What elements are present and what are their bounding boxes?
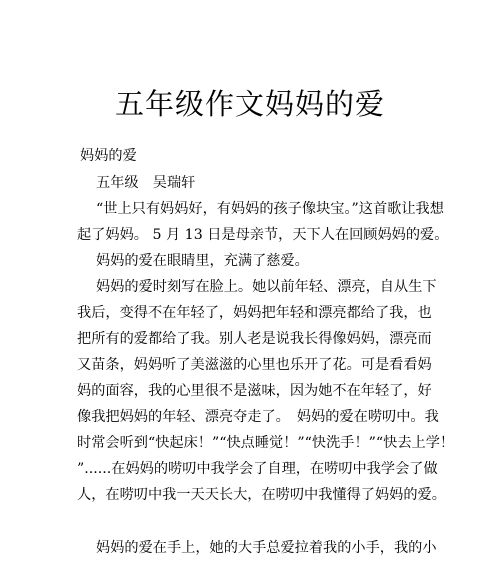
paragraph-line: 又苗条，妈妈听了美滋滋的心里也乐开了花。可是看看妈 xyxy=(77,357,432,373)
paragraph-line: 妈妈的爱在手上，她的大手总爱拉着我的小手，我的小 xyxy=(96,540,437,556)
paragraph-line: 像我把妈妈的年轻、漂亮夺走了。 妈妈的爱在唠叨中。我 xyxy=(77,409,439,425)
paragraph-line: 我后，变得不在年轻了，妈妈把年轻和漂亮都给了我，也 xyxy=(77,305,432,321)
author-line: 五年级 吴瑞轩 xyxy=(96,175,196,191)
paragraph-line: ”......在妈妈的唠叨中我学会了自理，在唠叨中我学会了做 xyxy=(77,461,438,477)
section-heading: 妈妈的爱 xyxy=(80,148,137,164)
paragraph-line: 时常会听到“快起床！”“快点睡觉！”“快洗手！”“快去上学！ xyxy=(77,435,455,451)
document-title: 五年级作文妈妈的爱 xyxy=(114,87,385,121)
paragraph-line: 人，在唠叨中我一天天长大，在唠叨中我懂得了妈妈的爱。 xyxy=(77,487,446,503)
paragraph-line: 妈的面容，我的心里很不是滋味，因为她不在年轻了，好 xyxy=(77,383,432,399)
paragraph-line: “世上只有妈妈好，有妈妈的孩子像块宝。”这首歌让我想 xyxy=(96,201,444,217)
paragraph-line: 把所有的爱都给了我。别人老是说我长得像妈妈，漂亮而 xyxy=(77,331,432,347)
paragraph-line: 妈妈的爱时刻写在脸上。她以前年轻、漂亮，自从生下 xyxy=(96,279,437,295)
paragraph-line: 妈妈的爱在眼睛里，充满了慈爱。 xyxy=(96,253,309,269)
paragraph-line: 起了妈妈。 5 月 13 日是母亲节，天下人在回顾妈妈的爱。 xyxy=(77,227,449,243)
